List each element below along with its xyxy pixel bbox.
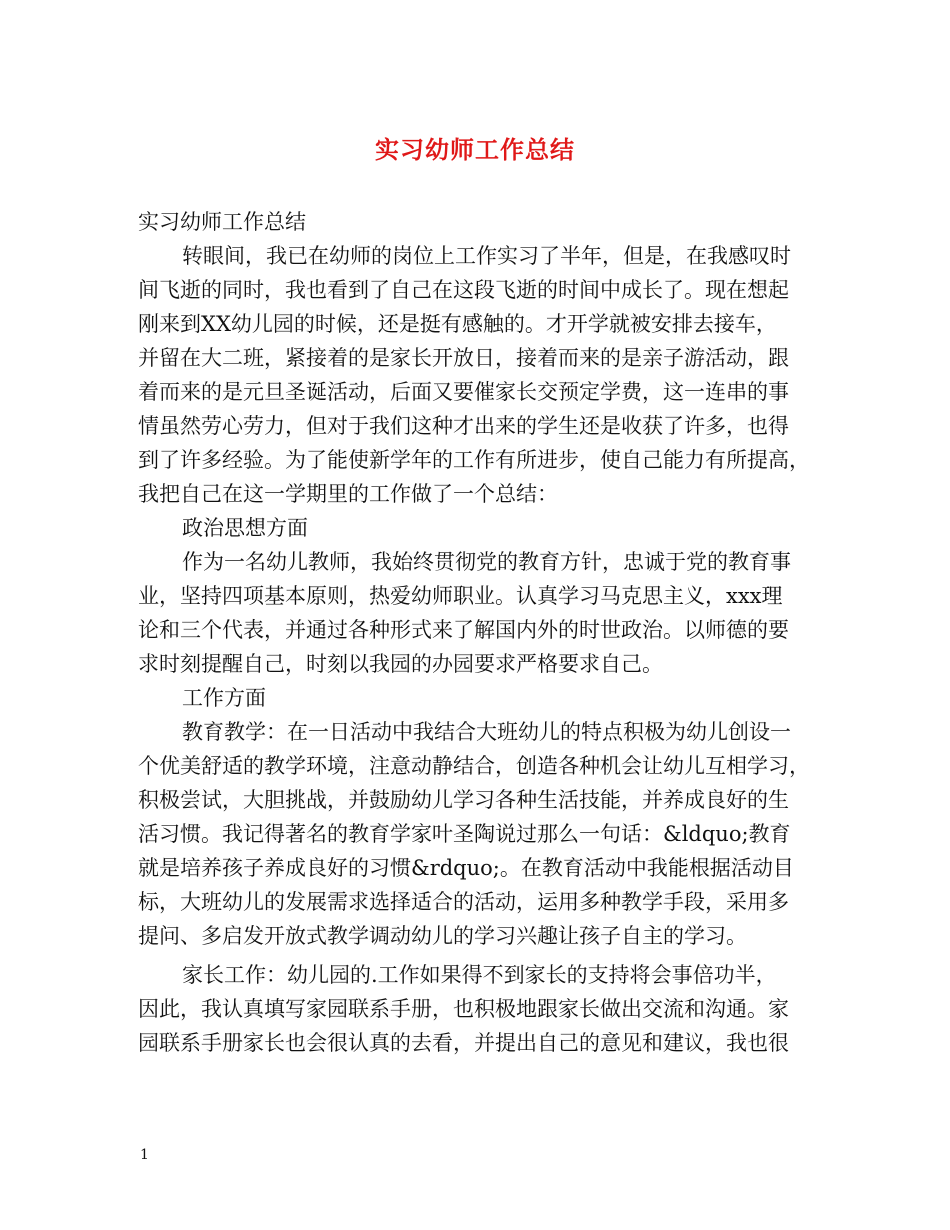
paragraph-line: 并留在大二班，紧接着的是家长开放日，接着而来的是亲子游活动，跟 (138, 346, 789, 370)
paragraph-line: 到了许多经验。为了能使新学年的工作有所进步，使自己能力有所提高， (138, 448, 810, 472)
paragraph-line: 求时刻提醒自己，时刻以我园的办园要求严格要求自己。 (138, 652, 663, 676)
paragraph-line: 着而来的是元旦圣诞活动，后面又要催家长交预定学费，这一连串的事 (138, 380, 789, 404)
paragraph-line: 论和三个代表，并通过各种形式来了解国内外的时世政治。以师德的要 (138, 618, 789, 642)
paragraph-line: 教育教学：在一日活动中我结合大班幼儿的特点积极为幼儿创设一 (182, 720, 791, 744)
paragraph-line: 情虽然劳心劳力，但对于我们这种才出来的学生还是收获了许多，也得 (138, 414, 789, 438)
paragraph-line: 因此，我认真填写家园联系手册，也积极地跟家长做出交流和沟通。家 (138, 997, 789, 1021)
paragraph-line: 就是培养孩子养成良好的习惯&rdquo;。在教育活动中我能根据活动目 (138, 856, 794, 880)
section-heading: 实习幼师工作总结 (138, 210, 306, 234)
paragraph-line: 转眼间，我已在幼师的岗位上工作实习了半年，但是，在我感叹时 (182, 244, 791, 268)
paragraph-line: 刚来到XX幼儿园的时候，还是挺有感触的。才开学就被安排去接车， (138, 312, 777, 336)
paragraph-line: 作为一名幼儿教师，我始终贯彻党的教育方针，忠诚于党的教育事 (182, 550, 791, 574)
paragraph-line: 标，大班幼儿的发展需求选择适合的活动，运用多种教学手段，采用多 (138, 890, 789, 914)
paragraph-line: 提问、多启发开放式教学调动幼儿的学习兴趣让孩子自主的学习。 (138, 924, 747, 948)
paragraph-line: 园联系手册家长也会很认真的去看，并提出自己的意见和建议，我也很 (138, 1031, 789, 1055)
paragraph-line: 业，坚持四项基本原则，热爱幼师职业。认真学习马克思主义，xxx理 (138, 584, 783, 608)
document-title: 实习幼师工作总结 (375, 135, 575, 164)
section-heading: 工作方面 (182, 686, 266, 710)
document-body (138, 205, 818, 1060)
paragraph-line: 间飞逝的同时，我也看到了自己在这段飞逝的时间中成长了。现在想起 (138, 278, 789, 302)
paragraph-line: 积极尝试，大胆挑战，并鼓励幼儿学习各种生活技能，并养成良好的生 (138, 788, 789, 812)
page-number: 1 (140, 1147, 149, 1163)
paragraph-line: 我把自己在这一学期里的工作做了一个总结： (138, 482, 558, 506)
paragraph-line: 活习惯。我记得著名的教育学家叶圣陶说过那么一句话：&ldquo;教育 (138, 822, 791, 846)
section-heading: 政治思想方面 (182, 516, 308, 540)
paragraph-line: 个优美舒适的教学环境，注意动静结合，创造各种机会让幼儿互相学习， (138, 754, 810, 778)
paragraph-line: 家长工作：幼儿园的.工作如果得不到家长的支持将会事倍功半， (182, 963, 777, 987)
